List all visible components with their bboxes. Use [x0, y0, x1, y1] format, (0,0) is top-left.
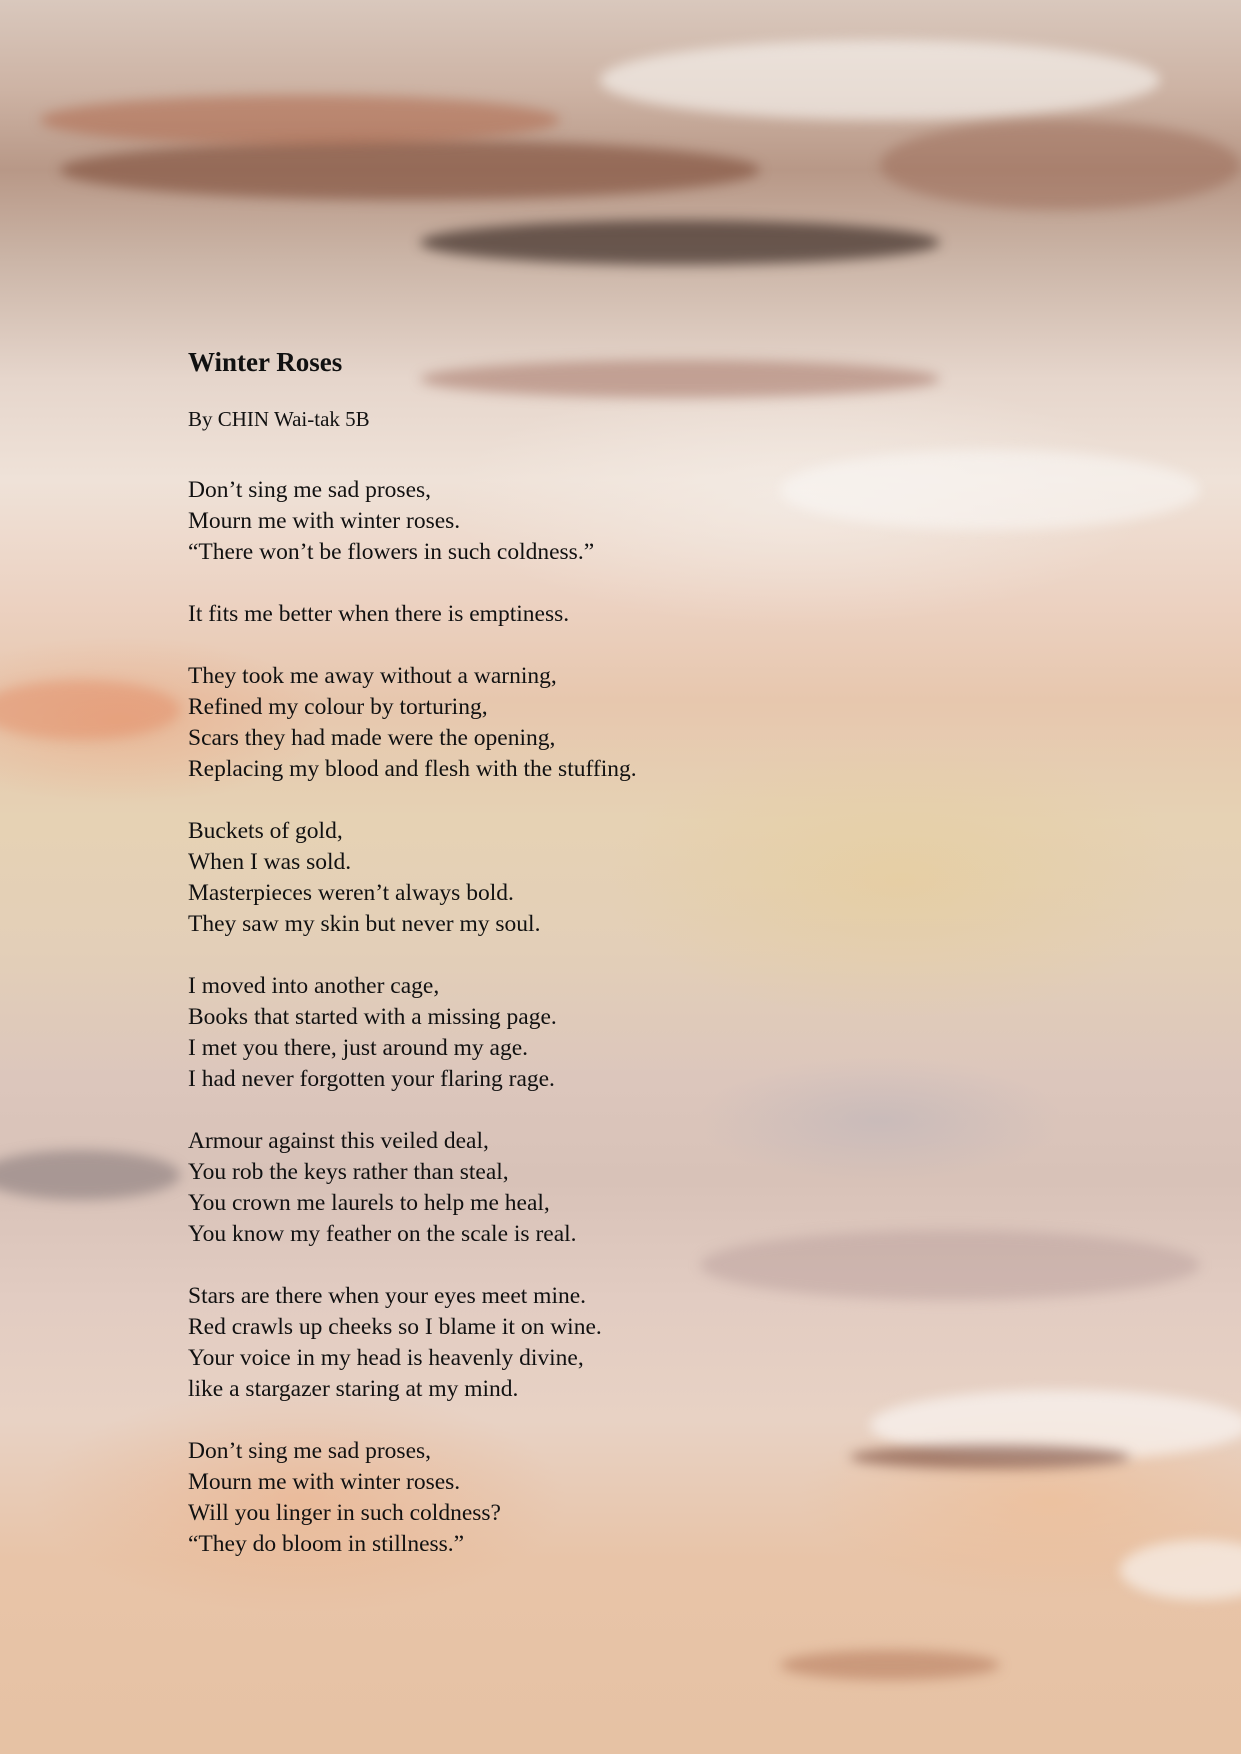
poem-line: Refined my colour by torturing,: [188, 694, 488, 720]
poem-line: Will you linger in such coldness?: [188, 1500, 501, 1526]
stanza: [188, 971, 637, 1095]
poem-line: Red crawls up cheeks so I blame it on wine.: [188, 1314, 602, 1340]
poem-line: Books that started with a missing page.: [188, 1004, 557, 1030]
paint-stroke-black-band: [420, 220, 940, 265]
poem-title: Winter Roses: [188, 347, 343, 377]
stanza: [188, 661, 637, 785]
stanza: [188, 1281, 637, 1405]
poem-line: They took me away without a warning,: [188, 663, 557, 689]
stanza-gap: [188, 568, 637, 599]
poem-body: [188, 475, 637, 1560]
paint-stroke-brown-right: [880, 120, 1240, 210]
paint-stroke-white-bottom-right: [1120, 1540, 1241, 1600]
stanza-gap: [188, 940, 637, 971]
poem-line: like a stargazer staring at my mind.: [188, 1376, 519, 1402]
paint-stroke-dark-top: [60, 140, 760, 200]
poem-line: Armour against this veiled deal,: [188, 1128, 489, 1154]
poem-line: I met you there, just around my age.: [188, 1035, 529, 1061]
poem-line: Replacing my blood and flesh with the stuffing.: [188, 756, 637, 782]
stanza: [188, 1126, 637, 1250]
stanza-gap: [188, 1095, 637, 1126]
paint-stroke-orange-left: [0, 680, 180, 740]
paint-stroke-rust-bottom: [780, 1650, 1000, 1680]
poem-line: Mourn me with winter roses.: [188, 508, 461, 534]
paint-stroke-white-top: [600, 40, 1160, 120]
poem-line: Stars are there when your eyes meet mine.: [188, 1283, 587, 1309]
poem-line: They saw my skin but never my soul.: [188, 911, 541, 937]
poem-line: “There won’t be flowers in such coldness.”: [188, 539, 595, 565]
poem-line: “They do bloom in stillness.”: [188, 1531, 465, 1557]
paint-stroke-light-mid: [780, 450, 1200, 530]
stanza: [188, 475, 637, 568]
paint-stroke-rust-top: [40, 95, 560, 145]
poem-line: Your voice in my head is heavenly divine,: [188, 1345, 584, 1371]
poem-line: You know my feather on the scale is real.: [188, 1221, 577, 1247]
poem-line: I had never forgotten your flaring rage.: [188, 1066, 555, 1092]
poem-line: Mourn me with winter roses.: [188, 1469, 461, 1495]
poem-line: You rob the keys rather than steal,: [188, 1159, 509, 1185]
stanza: [188, 599, 637, 630]
stanza-gap: [188, 785, 637, 816]
poem-line: Masterpieces weren’t always bold.: [188, 880, 514, 906]
stanza: [188, 816, 637, 940]
stanza-gap: [188, 1405, 637, 1436]
poem-line: Buckets of gold,: [188, 818, 343, 844]
paint-stroke-brown-mid: [420, 360, 940, 398]
poem-line: When I was sold.: [188, 849, 352, 875]
stanza: [188, 1436, 637, 1560]
poem-line: You crown me laurels to help me heal,: [188, 1190, 550, 1216]
paint-stroke-brown-lower: [850, 1445, 1130, 1469]
paint-stroke-mauve-right: [700, 1230, 1200, 1300]
paint-stroke-grey-left: [0, 1150, 180, 1200]
poem-line: It fits me better when there is emptiness.: [188, 601, 570, 627]
poem-byline: By CHIN Wai-tak 5B: [188, 407, 370, 431]
stanza-gap: [188, 1250, 637, 1281]
poem-line: Scars they had made were the opening,: [188, 725, 556, 751]
poem-line: Don’t sing me sad proses,: [188, 1438, 432, 1464]
poem-line: Don’t sing me sad proses,: [188, 477, 432, 503]
stanza-gap: [188, 630, 637, 661]
poem-line: I moved into another cage,: [188, 973, 440, 999]
